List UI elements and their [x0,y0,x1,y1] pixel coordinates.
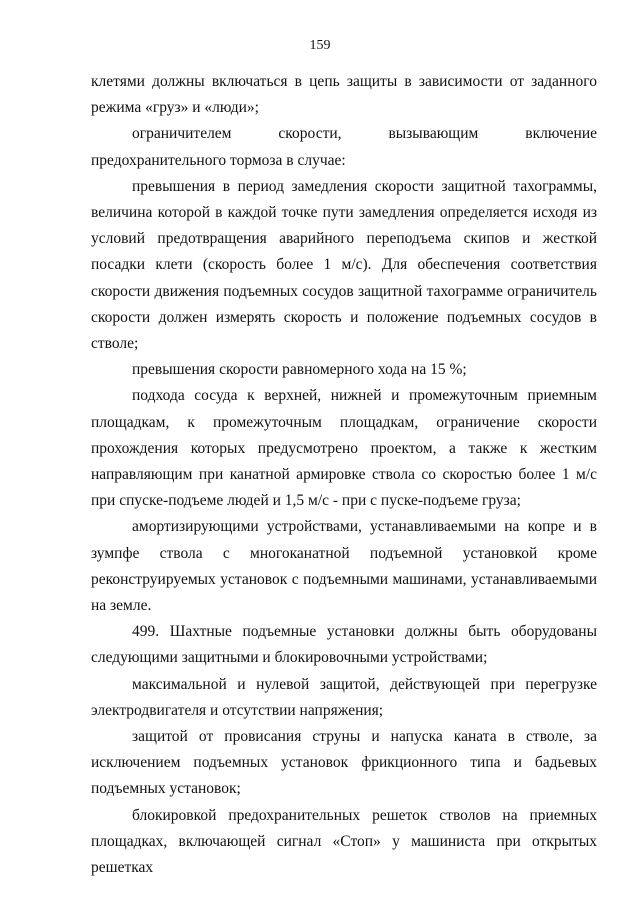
paragraph-3: превышения в период замедления скорости защитной тахограммы, величина которой в каждой точке пути замедления определяется исходя из условий предотвращения аварийного переподъема скипов и жесткой посадки клети (скорость более 1 м/с). Для обеспечения соответствия скорости движения подъемных сосудов защитной тахограмме ограничитель скорости должен измерять скорость и положение подъемных сосудов в стволе; [91,177,597,353]
paragraph-10: блокировкой предохранительных решеток стволов на приемных площадках, включающей сигнал «Стоп» у машиниста при открытых решетках [91,806,597,877]
page-number: 159 [309,38,331,53]
paragraph-2: ограничителем скорости, вызывающим включение предохранительного тормоза в случае: [91,125,597,169]
paragraph-6: амортизирующими устройствами, устанавливаемыми на копре и в зумпфе ствола с многоканатной подъемной установкой кроме реконструируемых установок с подъемными машинами, устанавливаемыми на земле. [91,518,597,615]
paragraph-9: защитой от провисания струны и напуска каната в стволе, за исключением подъемных установок фрикционного типа и бадьевых подъемных установок; [91,728,597,798]
paragraph-1: клетями должны включаться в цепь защиты в зависимости от заданного режима «груз» и «люди»; [91,73,597,117]
paragraph-7: 499. Шахтные подъемные установки должны быть оборудованы следующими защитными и блокировочными устройствами; [91,623,597,667]
paragraph-4: превышения скорости равномерного хода на 15 %; [132,361,467,379]
paragraph-8: максимальной и нулевой защитой, действующей при перегрузке электродвигателя и отсутствии напряжения; [91,675,597,719]
paragraph-5: подхода сосуда к верхней, нижней и промежуточным приемным площадкам, к промежуточным площадкам, ограничение скорости прохождения которых предусмотрено проектом, а также к жестким направляющим при канатной армировке ствола со скоростью более 1 м/с при спуске-подъеме людей и 1,5 м/с - при с пуске-подъеме груза; [91,387,597,510]
body-text [91,69,597,881]
